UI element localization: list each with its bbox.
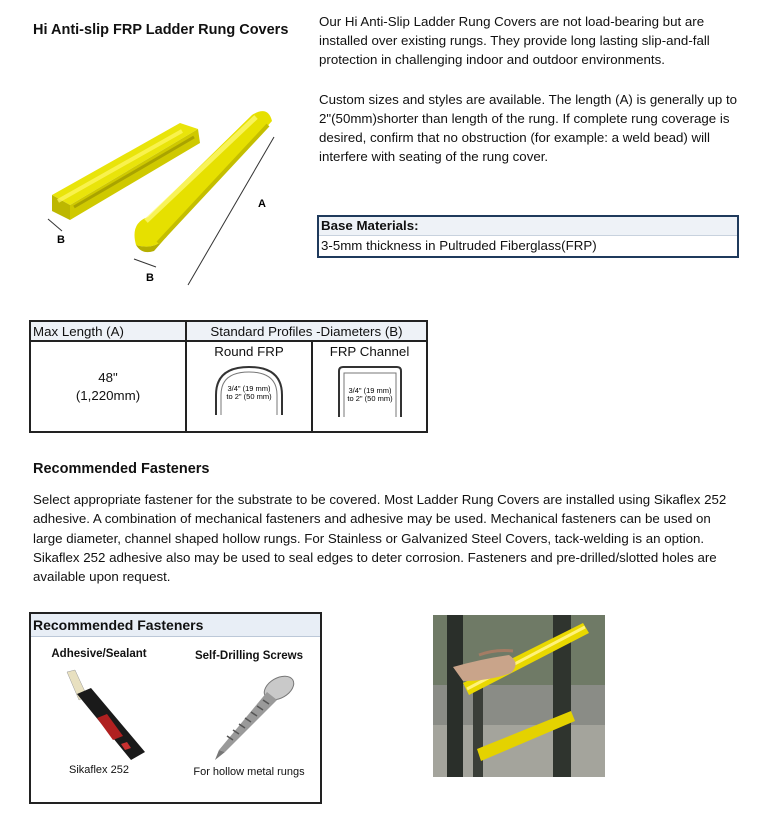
frp-channel-cell [312, 341, 427, 432]
dimension-line-b1 [48, 219, 62, 231]
screws-title: Self-Drilling Screws [194, 650, 303, 662]
self-drilling-screw-image [203, 670, 303, 762]
max-length-inches: 48" [98, 370, 118, 385]
round-profile-icon [204, 361, 294, 423]
rung-cover-product-image [30, 95, 290, 295]
max-length-mm: (1,220mm) [75, 388, 141, 403]
round-frp-label: Round FRP [214, 344, 284, 359]
base-materials-heading: Base Materials: [319, 217, 737, 236]
channel-profile-icon [325, 361, 415, 423]
fasteners-heading: Recommended Fasteners [33, 461, 210, 477]
round-dim-2: to 2" (50 mm) [226, 392, 272, 401]
profiles-header: Standard Profiles -Diameters (B) [186, 321, 427, 341]
label-b-bottom: B [146, 272, 154, 284]
base-materials-value: 3-5mm thickness in Pultruded Fiberglass(FRP) [321, 238, 597, 253]
frp-channel-label: FRP Channel [329, 344, 410, 359]
max-length-cell [30, 341, 186, 432]
label-b-left: B [57, 234, 65, 246]
label-a: A [258, 198, 266, 210]
dimension-line-b2 [134, 259, 156, 267]
page-title: Hi Anti-slip FRP Ladder Rung Covers [33, 22, 289, 38]
round-dim-1: 3/4" (19 mm) [227, 384, 271, 393]
adhesive-title: Adhesive/Sealant [51, 648, 147, 660]
fasteners-body: Select appropriate fastener for the substrate to be covered. Most Ladder Rung Covers are installed using Sikaflex 252 adhesive. A combination of mechanical fasteners and adhesive may be used. Mechanical fasteners can be used on large diameter, channel shaped hollow rungs. For Stainless or Galvanized Steel Covers, tack-welding is an option. Sikaflex 252 adhesive also may be used to seal edges to deter corrosion. Fasteners and pre-drilled/slotted holes are available upon request. [33, 492, 727, 585]
round-rung-cover [135, 111, 273, 252]
adhesive-caption: Sikaflex 252 [69, 764, 129, 776]
fastener-box-heading: Recommended Fasteners [31, 614, 320, 637]
channel-dim-2: to 2" (50 mm) [346, 394, 393, 403]
round-frp-cell [186, 341, 312, 432]
base-materials-box [317, 215, 739, 258]
fastener-box [29, 612, 322, 804]
profiles-table [29, 320, 428, 433]
sikaflex-tube-image [61, 666, 151, 762]
max-length-header: Max Length (A) [30, 321, 186, 341]
installed-rung-cover-photo [433, 615, 605, 777]
intro-text [319, 12, 744, 186]
intro-paragraph-1: Our Hi Anti-Slip Ladder Rung Covers are not load-bearing but are installed over existing rungs. They provide long lasting slip-and-fall protection in challenging indoor and outdoor environments. [319, 14, 710, 68]
screws-caption: For hollow metal rungs [193, 766, 305, 778]
intro-paragraph-2: Custom sizes and styles are available. The length (A) is generally up to 2"(50mm)shorter than length of the rung. If complete rung coverage is desired, confirm that no obstruction (for example: a weld bead) will interfere with seating of the rung cover. [319, 91, 738, 165]
channel-dim-1: 3/4" (19 mm) [347, 386, 392, 395]
